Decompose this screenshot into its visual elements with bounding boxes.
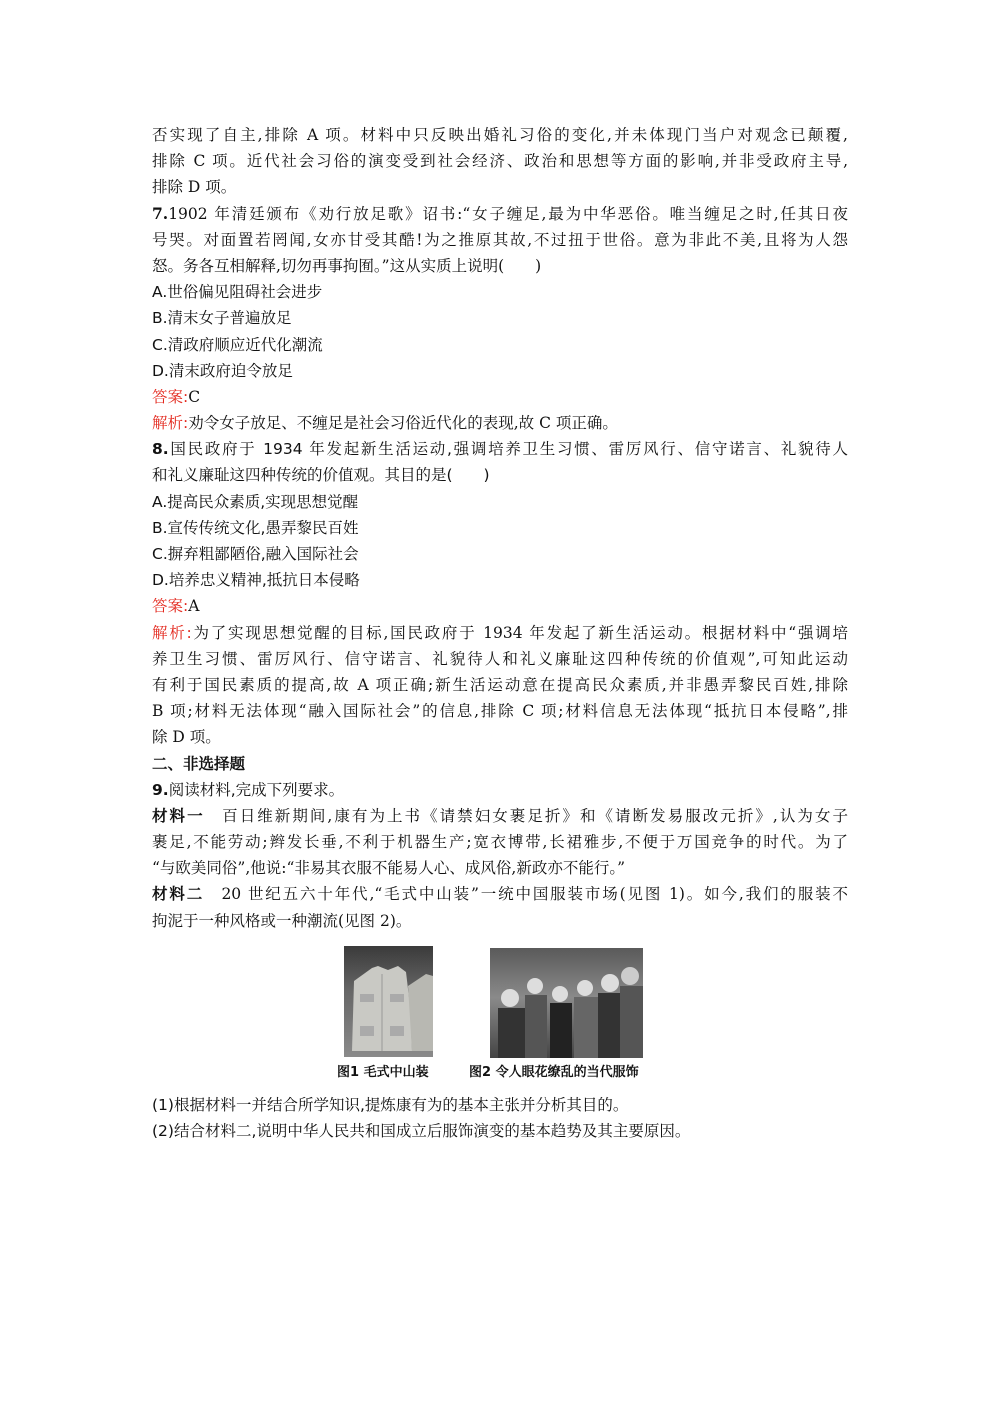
option-d: D.清末政府迫令放足 (152, 361, 293, 380)
question-number: 7. (152, 203, 169, 223)
text-line: 除 D 项。 (152, 728, 221, 747)
figure-1-mao-suit-photo (344, 946, 433, 1057)
explanation-label: 解析: (152, 414, 189, 433)
material-1-label: 材料一 (152, 806, 205, 825)
question-9-stem (152, 777, 848, 803)
option-c: C.清政府顺应近代化潮流 (152, 335, 323, 354)
material-2-label: 材料二 (152, 885, 205, 904)
question-number: 9. (152, 780, 169, 799)
text-line: 阅读材料,完成下列要求。 (168, 780, 345, 799)
answer-label: 答案: (152, 597, 189, 616)
question-number: 8. (152, 440, 169, 459)
text-line: B 项;材料无法体现“融入国际社会”的信息,排除 C 项;材料信息无法体现“抵抗日本侵略”,排 (152, 702, 848, 721)
answer-line (152, 593, 848, 619)
sub-question-1: (1)根据材料一并结合所学知识,提炼康有为的基本主张并分析其目的。 (152, 1096, 629, 1114)
figure-1-caption: 图1 毛式中山装 (337, 1065, 429, 1080)
option-a: A.世俗偏见阻碍社会进步 (152, 283, 323, 302)
question-8-stem (152, 436, 848, 462)
text-line: 拘泥于一种风格或一种潮流(见图 2)。 (152, 911, 412, 930)
group-illustration (490, 948, 643, 1058)
section-title: 二、非选择题 (152, 754, 246, 773)
answer-value: A (188, 597, 200, 616)
jacket-illustration (344, 946, 433, 1057)
text-line: 为了实现思想觉醒的目标,国民政府于 1934 年发起了新生活运动。根据材料中“强调培 (191, 623, 848, 642)
option-d: D.培养忠义精神,抵抗日本侵略 (152, 571, 360, 590)
text-line: 百日维新期间,康有为上书《请禁妇女裹足折》和《请断发易服改元折》,认为女子 (204, 806, 848, 825)
answer-line (152, 384, 848, 410)
text-line: 排除 D 项。 (152, 178, 237, 197)
answer-label: 答案: (152, 387, 189, 406)
text-line: 号哭。对面置若罔闻,女亦甘受其酷!为之推原其故,不过扭于世俗。意为非此不美,且将为人怨 (152, 230, 848, 249)
text-line: 劝令女子放足、不缠足是社会习俗近代化的表现,故 C 项正确。 (188, 414, 618, 433)
material-2-line (152, 881, 848, 907)
text-line: 国民政府于 1934 年发起新生活运动,强调培养卫生习惯、雷厉风行、信守诺言、礼貌待人 (168, 440, 848, 459)
question-7-stem (152, 201, 848, 227)
explanation-line (152, 620, 848, 646)
option-c: C.摒弃粗鄙陋俗,融入国际社会 (152, 545, 359, 563)
answer-value: C (188, 387, 201, 406)
text-line: 有利于国民素质的提高,故 A 项正确;新生活运动意在提高民众素质,并非愚弄黎民百姓,排除 (152, 675, 848, 694)
document-body (152, 122, 848, 934)
material-1-line (152, 803, 848, 829)
explanation-line (152, 410, 848, 436)
text-line: 怒。务各互相解释,切勿再事拘囿。”这从实质上说明( ) (152, 256, 542, 275)
explanation-label: 解析: (152, 623, 192, 642)
figure-2-caption: 图2 令人眼花缭乱的当代服饰 (469, 1065, 639, 1080)
figure-2-contemporary-clothing-photo (490, 948, 643, 1058)
text-line: 和礼义廉耻这四种传统的价值观。其目的是( ) (152, 466, 490, 485)
text-line: 20 世纪五六十年代,“毛式中山装”一统中国服装市场(见图 1)。如今,我们的服装不 (221, 885, 848, 904)
text-line: 1902 年清廷颁布《劝行放足歌》诏书:“女子缠足,最为中华恶俗。唯当缠足之时,任其日夜 (168, 204, 848, 223)
text-line: 裹足,不能劳动;辫发长垂,不利于机器生产;宽衣博带,长裙雅步,不便于万国竞争的时代。为了 (152, 833, 848, 852)
option-b: B.宣传传统文化,愚弄黎民百姓 (152, 518, 359, 537)
text-line: 否实现了自主,排除 A 项。材料中只反映出婚礼习俗的变化,并未体现门当户对观念已颠覆, (152, 126, 848, 144)
text-line: 养卫生习惯、雷厉风行、信守诺言、礼貌待人和礼义廉耻这四种传统的价值观”,可知此运动 (152, 649, 848, 668)
text-line: 排除 C 项。近代社会习俗的演变受到社会经济、政治和思想等方面的影响,并非受政府主导, (152, 152, 848, 171)
text-line: “与欧美同俗”,他说:“非易其衣服不能易人心、成风俗,新政亦不能行。” (152, 859, 626, 878)
option-a: A.提高民众素质,实现思想觉醒 (152, 492, 359, 511)
option-b: B.清末女子普遍放足 (152, 309, 292, 328)
sub-question-2: (2)结合材料二,说明中华人民共和国成立后服饰演变的基本趋势及其主要原因。 (152, 1122, 691, 1140)
